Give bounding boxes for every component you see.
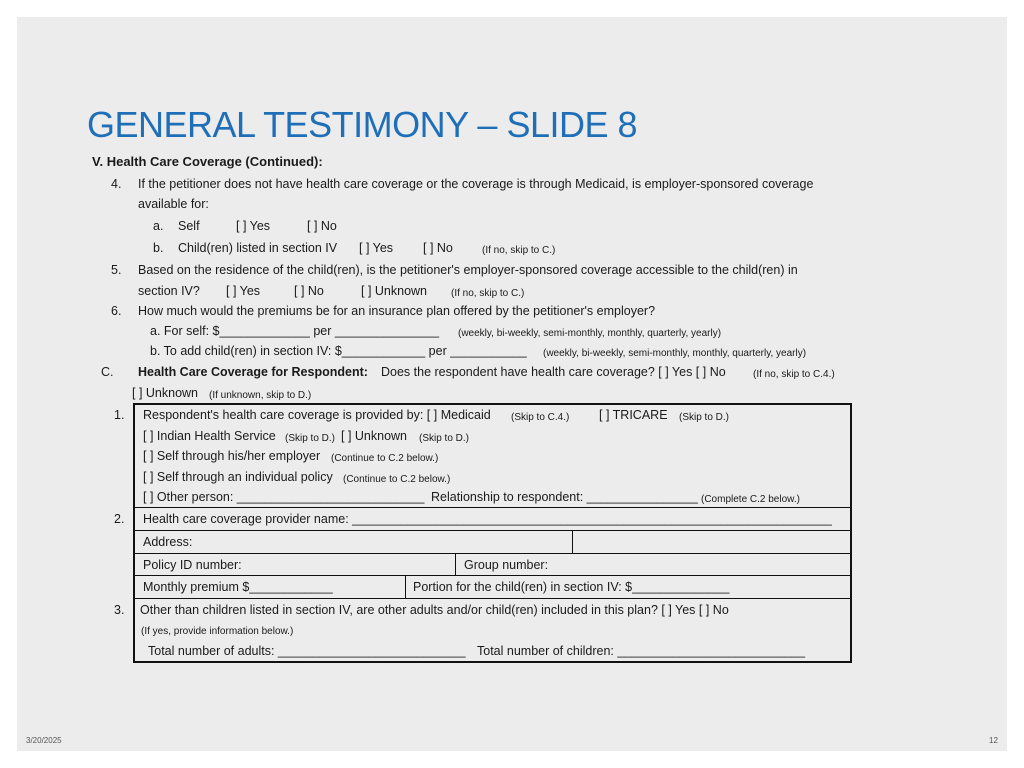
policy-id-field[interactable]: Policy ID number:	[143, 558, 242, 572]
row1-individual-checkbox[interactable]: [ ] Self through an individual policy	[143, 470, 333, 484]
q5-note: (If no, skip to C.)	[451, 288, 525, 299]
q5-unknown-checkbox[interactable]: [ ] Unknown	[361, 284, 428, 298]
q4-number: 4.	[111, 177, 122, 191]
q4-text-line2: available for:	[138, 197, 209, 211]
section-v-heading: V. Health Care Coverage (Continued):	[92, 154, 323, 169]
address-divider	[572, 530, 573, 553]
total-adults-field[interactable]: Total number of adults: ___________________________	[148, 644, 466, 658]
row1-relationship-field[interactable]: Relationship to respondent: ________________	[431, 490, 698, 504]
policy-divider	[455, 553, 456, 575]
row1-number: 1.	[114, 408, 125, 422]
q4a-label: Self	[178, 219, 200, 233]
q5-text-line1: Based on the residence of the child(ren), is the petitioner's employer-sponsored coverage accessible to the child(ren) in	[138, 263, 798, 277]
q4a-no-checkbox[interactable]: [ ] No	[307, 219, 337, 233]
table-divider-5	[133, 598, 852, 599]
total-children-field[interactable]: Total number of children: ___________________________	[477, 644, 806, 658]
q4a-yes-checkbox[interactable]: [ ] Yes	[236, 219, 271, 233]
table-divider-2	[133, 530, 852, 531]
q4-text-line1: If the petitioner does not have health care coverage or the coverage is through Medicaid, is employer-sponsored coverage	[138, 177, 814, 191]
row1-individual-note: (Continue to C.2 below.)	[343, 474, 451, 485]
row3-other-members-question[interactable]: Other than children listed in section IV, are other adults and/or child(ren) included in this plan? [ ] Yes [ ] No	[140, 603, 729, 617]
group-number-field[interactable]: Group number:	[464, 558, 549, 572]
slide-title: GENERAL TESTIMONY – SLIDE 8	[87, 104, 638, 145]
row1-tricare-checkbox[interactable]: [ ] TRICARE	[599, 408, 668, 422]
q4b-yes-checkbox[interactable]: [ ] Yes	[359, 241, 394, 255]
row1-coverage-medicaid[interactable]: Respondent's health care coverage is provided by: [ ] Medicaid	[143, 408, 491, 422]
q6a-premium-self[interactable]: a. For self: $_____________ per _______________	[150, 324, 440, 338]
q6b-frequency-note: (weekly, bi-weekly, semi-monthly, monthly, quarterly, yearly)	[543, 348, 807, 359]
premium-divider	[405, 575, 406, 598]
q6a-frequency-note: (weekly, bi-weekly, semi-monthly, monthly, quarterly, yearly)	[458, 328, 722, 339]
q5-number: 5.	[111, 263, 122, 277]
row1-relationship-note: (Complete C.2 below.)	[701, 494, 800, 505]
section-c-letter: C.	[101, 365, 114, 379]
row2-number: 2.	[114, 512, 125, 526]
provider-name-field[interactable]: Health care coverage provider name: _____________________________________________________________________	[143, 512, 832, 526]
row1-ihs-checkbox[interactable]: [ ] Indian Health Service	[143, 429, 276, 443]
table-divider-4	[133, 575, 852, 576]
q4b-no-checkbox[interactable]: [ ] No	[423, 241, 453, 255]
monthly-premium-field[interactable]: Monthly premium $____________	[143, 580, 333, 594]
row1-tricare-note: (Skip to D.)	[679, 412, 730, 423]
row1-ihs-note: (Skip to D.)	[285, 433, 336, 444]
row3-number: 3.	[114, 603, 125, 617]
table-divider-1	[133, 507, 852, 508]
child-portion-field[interactable]: Portion for the child(ren) in section IV: $______________	[413, 580, 730, 594]
table-divider-3	[133, 553, 852, 554]
slide	[17, 17, 1007, 751]
q6b-premium-children[interactable]: b. To add child(ren) in section IV: $____________ per ___________	[150, 344, 527, 358]
row1-other-person-field[interactable]: [ ] Other person: ___________________________	[143, 490, 425, 504]
section-c-question[interactable]: Does the respondent have health care coverage? [ ] Yes [ ] No	[381, 365, 726, 379]
section-c-heading: Health Care Coverage for Respondent:	[138, 365, 368, 379]
address-field[interactable]: Address:	[143, 535, 193, 549]
row1-employer-note: (Continue to C.2 below.)	[331, 453, 439, 464]
q5-section-label: section IV?	[138, 284, 200, 298]
q4a-letter: a.	[153, 219, 164, 233]
q6-number: 6.	[111, 304, 122, 318]
row1-unknown-note: (Skip to D.)	[419, 433, 470, 444]
slide-date: 3/20/2025	[26, 736, 62, 745]
q4b-letter: b.	[153, 241, 164, 255]
q5-no-checkbox[interactable]: [ ] No	[294, 284, 324, 298]
row3-note: (If yes, provide information below.)	[141, 626, 294, 637]
q4b-note: (If no, skip to C.)	[482, 245, 556, 256]
q5-yes-checkbox[interactable]: [ ] Yes	[226, 284, 261, 298]
row1-medicaid-note: (Skip to C.4.)	[511, 412, 570, 423]
row1-employer-checkbox[interactable]: [ ] Self through his/her employer	[143, 449, 321, 463]
section-c-unknown-checkbox[interactable]: [ ] Unknown	[132, 386, 199, 400]
q4b-label: Child(ren) listed in section IV	[178, 241, 338, 255]
slide-page-number: 12	[989, 736, 998, 745]
section-c-unknown-note: (If unknown, skip to D.)	[209, 390, 312, 401]
row1-unknown-checkbox[interactable]: [ ] Unknown	[341, 429, 408, 443]
section-c-note: (If no, skip to C.4.)	[753, 369, 835, 380]
q6-text: How much would the premiums be for an insurance plan offered by the petitioner's employer?	[138, 304, 656, 318]
